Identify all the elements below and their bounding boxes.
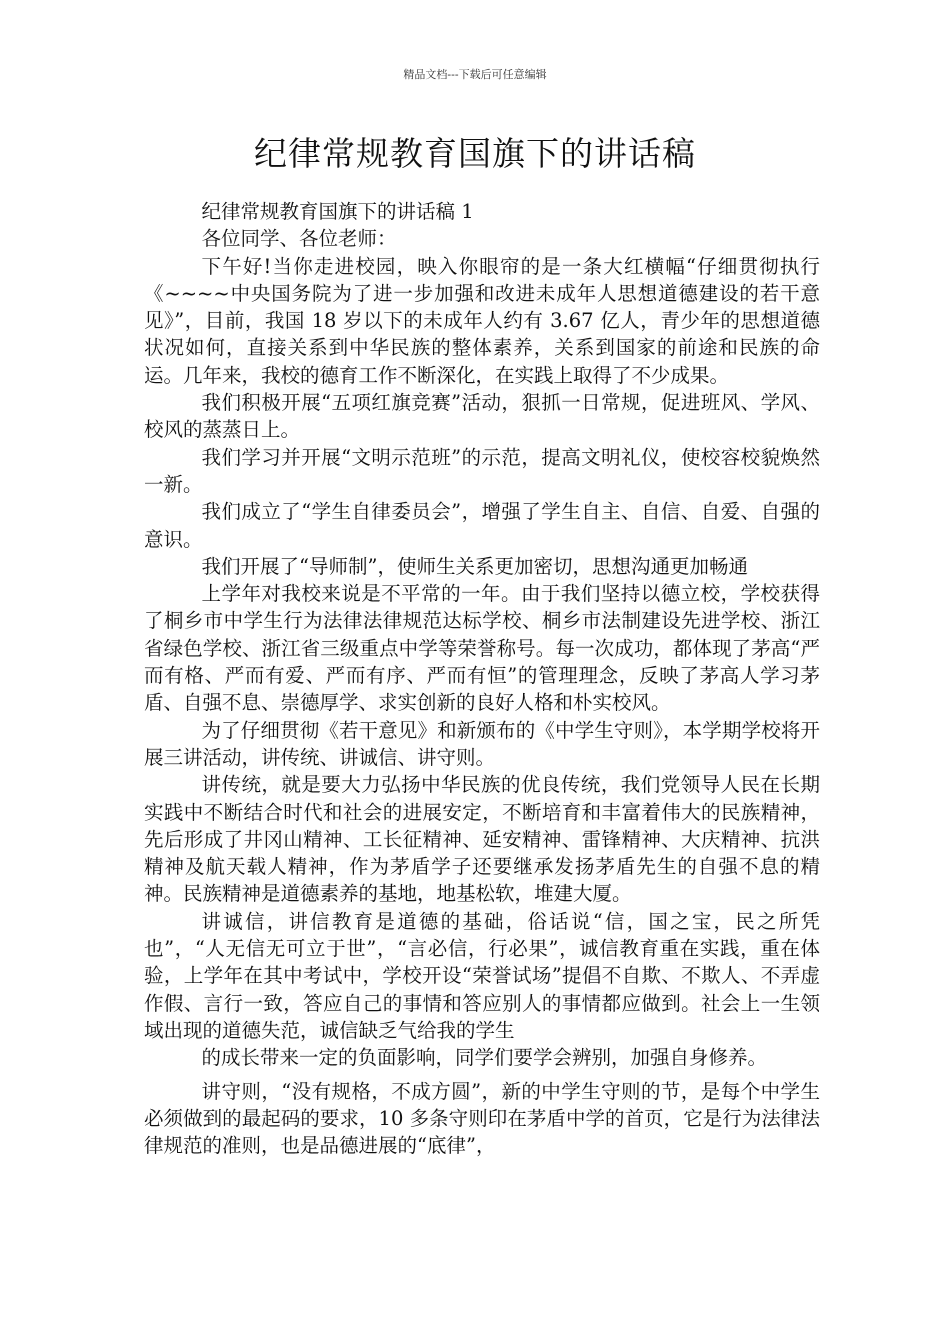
- body-paragraph: 我们积极开展“五项红旗竞赛”活动，狠抓一日常规，促进班风、学风、校风的蒸蒸日上。: [144, 391, 820, 442]
- header-note: 精品文档---下载后可任意编辑: [403, 68, 547, 81]
- body-paragraph: 上学年对我校来说是不平常的一年。由于我们坚持以德立校，学校获得了桐乡市中学生行为法律法律规范达标学校、桐乡市法制建设先进学校、浙江省绿色学校、浙江省三级重点中学等荣誉称号。每一次成功，都体现了茅高“严而有格、严而有爱、严而有序、严而有恒”的管理理念，反映了茅高人学习茅盾、自强不息、崇德厚学、求实创新的良好人格和朴实校风。: [144, 582, 820, 715]
- body-paragraph: 的成长带来一定的负面影响，同学们要学会辨别，加强自身修养。: [201, 1046, 768, 1070]
- body-paragraph: 讲守则，“没有规格，不成方圆”，新的中学生守则的节，是每个中学生必须做到的最起码的要求，10 多条守则印在茅盾中学的首页，它是行为法律法律规范的准则，也是品德进展的“底律”，: [144, 1079, 820, 1158]
- body-paragraph: 下午好!当你走进校园，映入你眼帘的是一条大红横幅“仔细贯彻执行《~~~~中央国务院为了进一步加强和改进未成年人思想道德建设的若干意见》”，目前，我国 18 岁以下的未成年人约有 3.67 亿人，青少年的思想道德状况如何，直接关系到中华民族的整体素养，关系到国家的前途和民族的命运。几年来，我校的德育工作不断深化，在实践上取得了不少成果。: [144, 254, 820, 387]
- body-paragraph: 我们学习并开展“文明示范班”的示范，提高文明礼仪，使校容校貌焕然一新。: [144, 445, 820, 496]
- body-paragraph: 讲诚信，讲信教育是道德的基础，俗话说“信，国之宝，民之所凭也”，“人无信无可立于世”，“言必信，行必果”，诚信教育重在实践，重在体验，上学年在其中考试中，学校开设“荣誉试场”提倡不自欺、不欺人、不弄虚作假、言行一致，答应自己的事情和答应别人的事情都应做到。社会上一生领域出现的道德失范，诚信缺乏气给我的学生: [144, 909, 820, 1042]
- salutation-paragraph: 各位同学、各位老师：: [201, 227, 397, 251]
- body-paragraph: 我们成立了“学生自律委员会”，增强了学生自主、自信、自爱、自强的意识。: [144, 500, 820, 551]
- body-paragraph: 我们开展了“导师制”，使师生关系更加密切，思想沟通更加畅通: [201, 554, 748, 578]
- document-title: 纪律常规教育国旗下的讲话稿: [254, 134, 696, 173]
- body-paragraph: 讲传统，就是要大力弘扬中华民族的优良传统，我们党领导人民在长期实践中不断结合时代和社会的进展安定，不断培育和丰富着伟大的民族精神，先后形成了井冈山精神、工长征精神、延安精神、雷锋精神、大庆精神、抗洪精神及航天载人精神，作为茅盾学子还要继承发扬茅盾先生的自强不息的精神。民族精神是道德素养的基地，地基松软，堆建大厦。: [144, 773, 820, 906]
- body-paragraph: 为了仔细贯彻《若干意见》和新颁布的《中学生守则》，本学期学校将开展三讲活动，讲传统、讲诚信、讲守则。: [144, 718, 820, 769]
- subtitle-paragraph: 纪律常规教育国旗下的讲话稿 1: [201, 200, 474, 223]
- document-body: [144, 198, 820, 1159]
